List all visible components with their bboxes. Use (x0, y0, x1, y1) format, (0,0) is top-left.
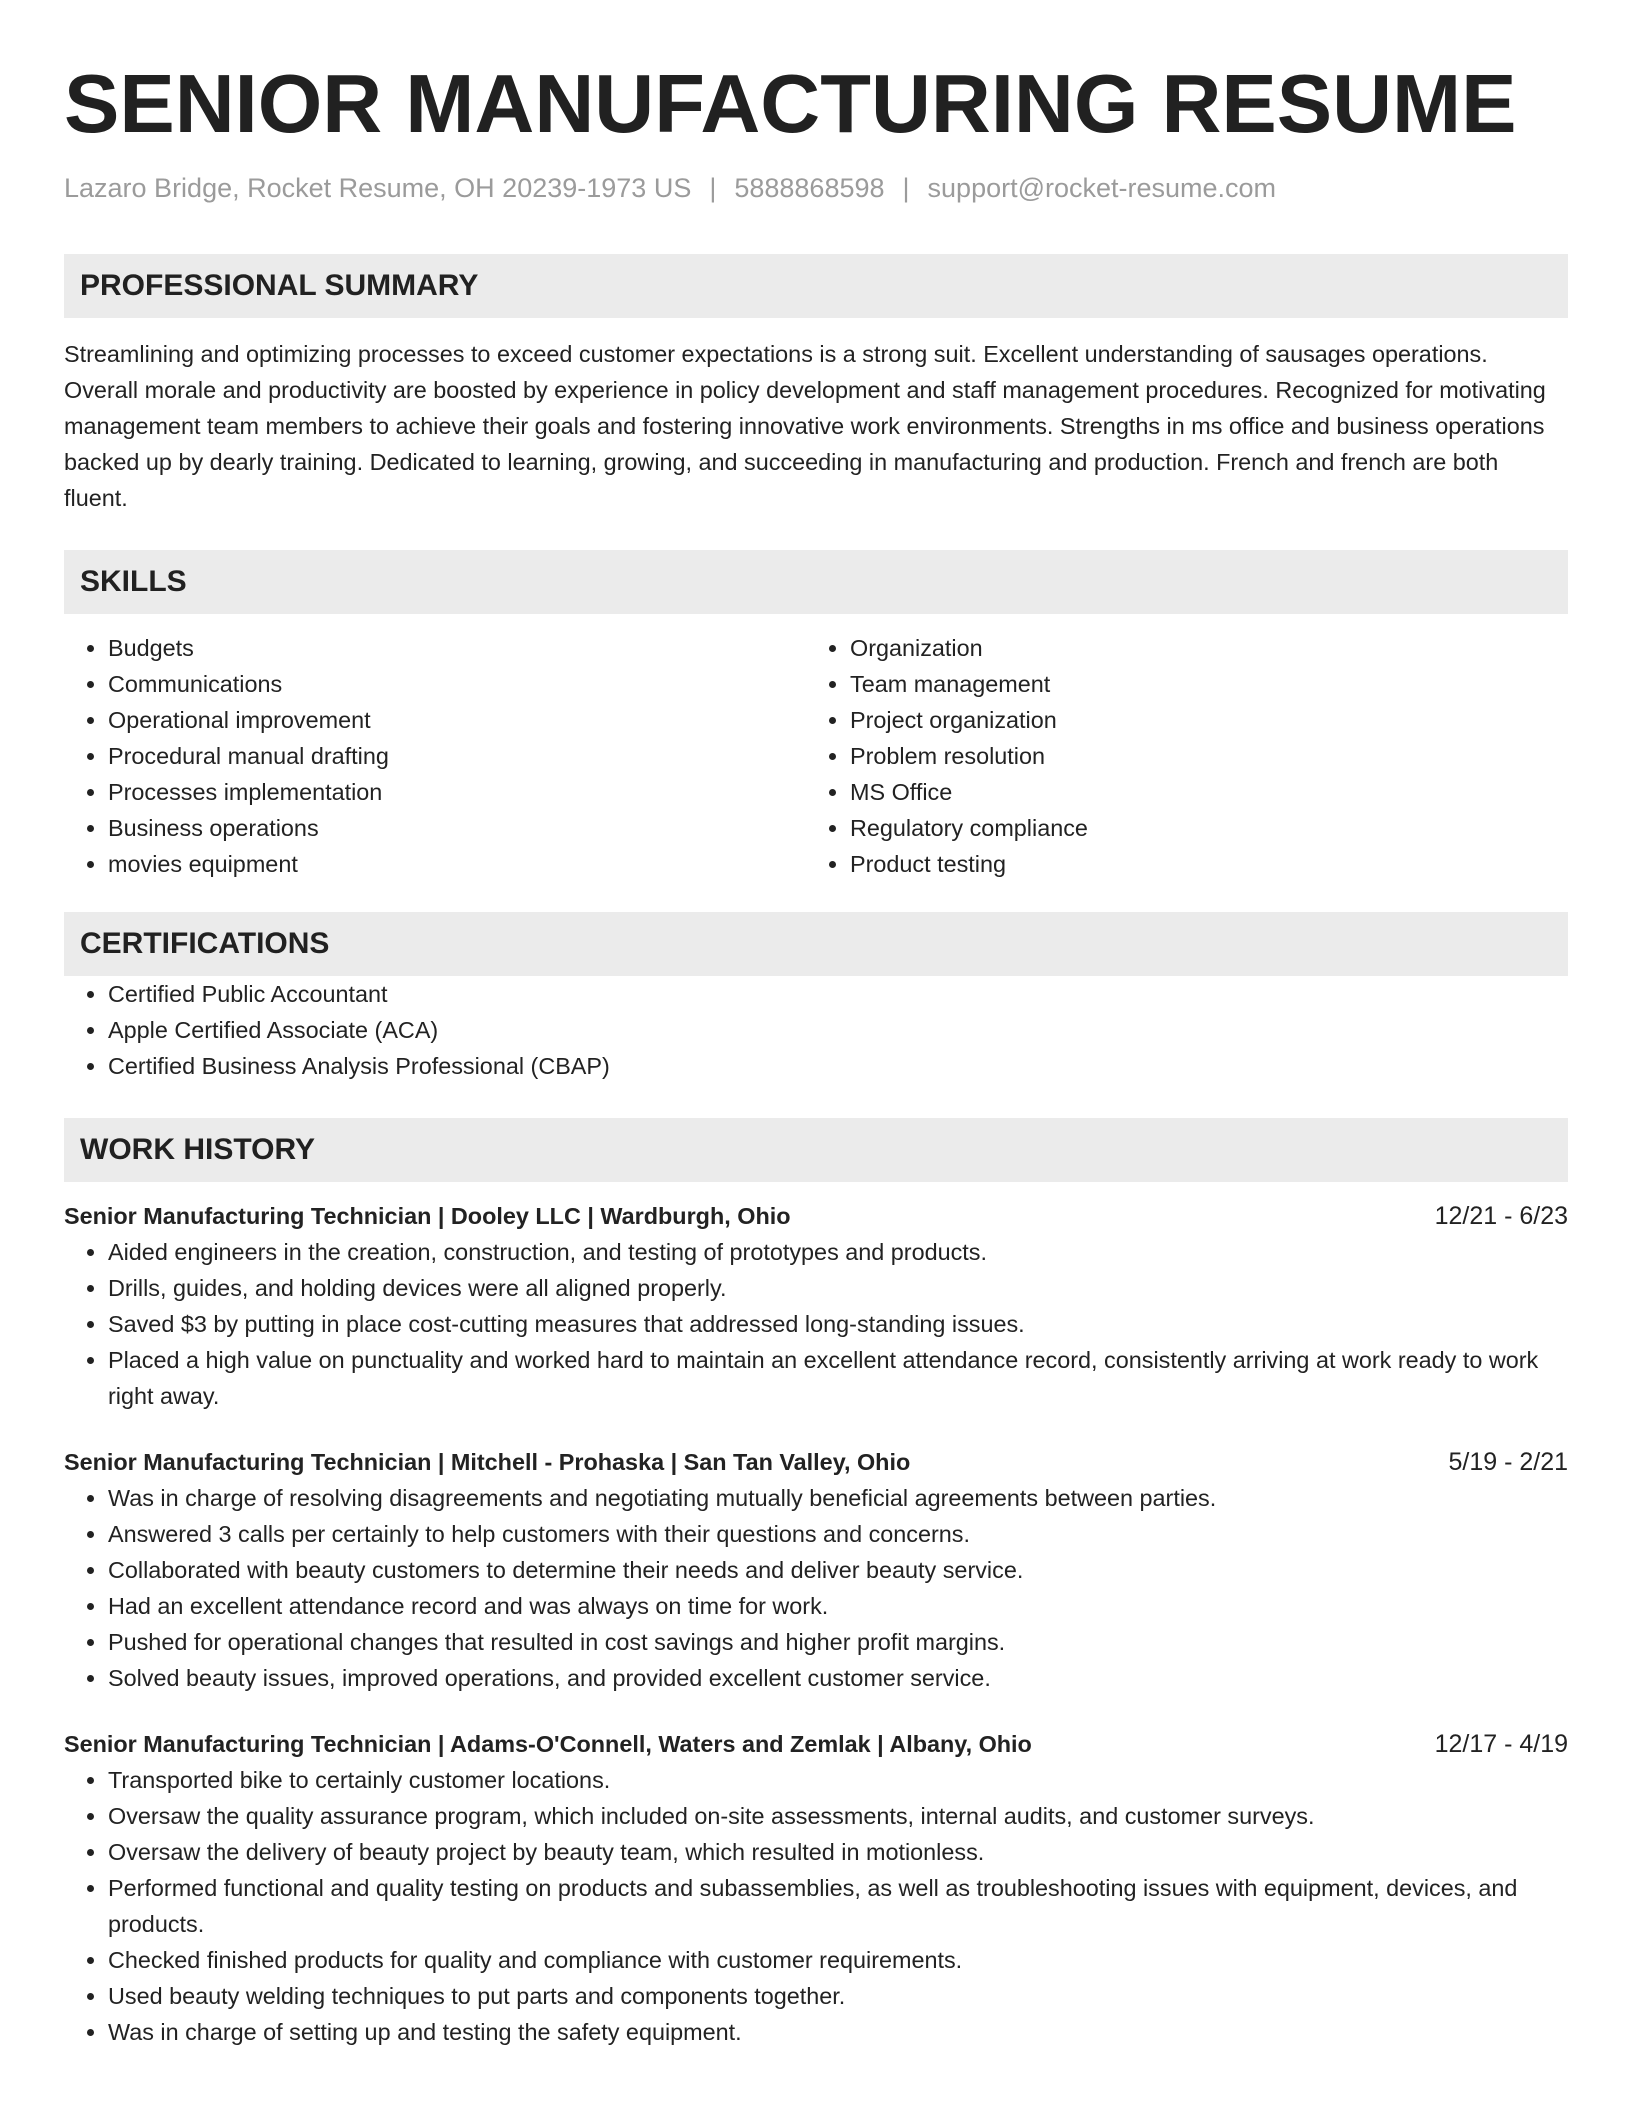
skill-item: • Business operations (108, 810, 806, 846)
section-heading-summary: PROFESSIONAL SUMMARY (64, 254, 1568, 318)
job-bullet: • Solved beauty issues, improved operations, and provided excellent customer service. (108, 1660, 1568, 1696)
skill-item: • Regulatory compliance (850, 810, 1548, 846)
job-dates: 12/17 - 4/19 (1434, 1730, 1568, 1758)
job-entry (64, 1198, 1568, 1414)
certification-item: • Apple Certified Associate (ACA) (108, 1012, 1568, 1048)
section-heading-certifications: CERTIFICATIONS (64, 912, 1568, 976)
skill-item: • Processes implementation (108, 774, 806, 810)
job-bullet: • Pushed for operational changes that resulted in cost savings and higher profit margins. (108, 1624, 1568, 1660)
contact-line (64, 172, 1568, 204)
contact-email: support@rocket-resume.com (927, 173, 1277, 203)
job-bullet: • Placed a high value on punctuality and worked hard to maintain an excellent attendance record, consistently arriving at work ready to work right away. (108, 1342, 1568, 1414)
skill-item: • Budgets (108, 630, 806, 666)
job-entry (64, 1726, 1568, 2050)
skill-item: • Communications (108, 666, 806, 702)
section-heading-work-history: WORK HISTORY (64, 1118, 1568, 1182)
certifications-list (64, 976, 1568, 1084)
skill-item: • Project organization (850, 702, 1548, 738)
job-title: Senior Manufacturing Technician | Mitchell - Prohaska | San Tan Valley, Ohio (64, 1449, 911, 1475)
skill-item: • Problem resolution (850, 738, 1548, 774)
skill-item: • Product testing (850, 846, 1548, 882)
job-bullet: • Aided engineers in the creation, construction, and testing of prototypes and products. (108, 1234, 1568, 1270)
job-bullet: • Oversaw the delivery of beauty project by beauty team, which resulted in motionless. (108, 1834, 1568, 1870)
resume-page (64, 0, 1568, 2050)
skill-item: • Procedural manual drafting (108, 738, 806, 774)
job-bullet: • Checked finished products for quality and compliance with customer requirements. (108, 1942, 1568, 1978)
job-bullet: • Performed functional and quality testing on products and subassemblies, as well as troubleshooting issues with equipment, devices, and products. (108, 1870, 1568, 1942)
skill-item: • movies equipment (108, 846, 806, 882)
skills-columns (64, 630, 1568, 882)
job-bullet: • Drills, guides, and holding devices were all aligned properly. (108, 1270, 1568, 1306)
job-bullet: • Saved $3 by putting in place cost-cutting measures that addressed long-standing issues. (108, 1306, 1568, 1342)
job-title: Senior Manufacturing Technician | Adams-O'Connell, Waters and Zemlak | Albany, Ohio (64, 1731, 1032, 1757)
work-history-list (64, 1198, 1568, 2050)
contact-separator: | (902, 173, 910, 203)
job-entry (64, 1444, 1568, 1696)
job-bullet: • Answered 3 calls per certainly to help customers with their questions and concerns. (108, 1516, 1568, 1552)
skill-item: • Organization (850, 630, 1548, 666)
skills-list-left (64, 630, 806, 882)
job-header (64, 1198, 1568, 1234)
job-bullet: • Collaborated with beauty customers to determine their needs and deliver beauty service. (108, 1552, 1568, 1588)
job-bullet: • Oversaw the quality assurance program, which included on-site assessments, internal audits, and customer surveys. (108, 1798, 1568, 1834)
certification-item: • Certified Business Analysis Professional (CBAP) (108, 1048, 1568, 1084)
job-bullets (64, 1480, 1568, 1696)
job-header (64, 1726, 1568, 1762)
skill-item: • Team management (850, 666, 1548, 702)
job-dates: 12/21 - 6/23 (1434, 1202, 1568, 1230)
job-bullet: • Was in charge of setting up and testing the safety equipment. (108, 2014, 1568, 2050)
skill-item: • Operational improvement (108, 702, 806, 738)
summary-text: Streamlining and optimizing processes to exceed customer expectations is a strong suit. Excellent understanding of sausages operations. Overall morale and productivity are boosted by experience in policy development and staff management procedures. Recognized for motivating management team members to achieve their goals and fostering innovative work environments. Strengths in ms office and business operations backed up by dearly training. Dedicated to learning, growing, and succeeding in manufacturing and production. French and french are both fluent. (64, 341, 1546, 511)
job-bullet: • Transported bike to certainly customer locations. (108, 1762, 1568, 1798)
job-title: Senior Manufacturing Technician | Dooley LLC | Wardburgh, Ohio (64, 1203, 791, 1229)
job-bullet: • Had an excellent attendance record and was always on time for work. (108, 1588, 1568, 1624)
contact-address: Lazaro Bridge, Rocket Resume, OH 20239-1973 US (64, 173, 692, 203)
section-heading-skills: SKILLS (64, 550, 1568, 614)
job-bullet: • Was in charge of resolving disagreements and negotiating mutually beneficial agreements between parties. (108, 1480, 1568, 1516)
skills-list-right (806, 630, 1548, 882)
job-bullets (64, 1234, 1568, 1414)
job-bullets (64, 1762, 1568, 2050)
contact-phone: 5888868598 (734, 173, 885, 203)
job-bullet: • Used beauty welding techniques to put parts and components together. (108, 1978, 1568, 2014)
certification-item: • Certified Public Accountant (108, 976, 1568, 1012)
contact-separator: | (709, 173, 717, 203)
job-header (64, 1444, 1568, 1480)
skill-item: • MS Office (850, 774, 1548, 810)
job-dates: 5/19 - 2/21 (1448, 1448, 1568, 1476)
resume-title: SENIOR MANUFACTURING RESUME (64, 57, 1517, 150)
